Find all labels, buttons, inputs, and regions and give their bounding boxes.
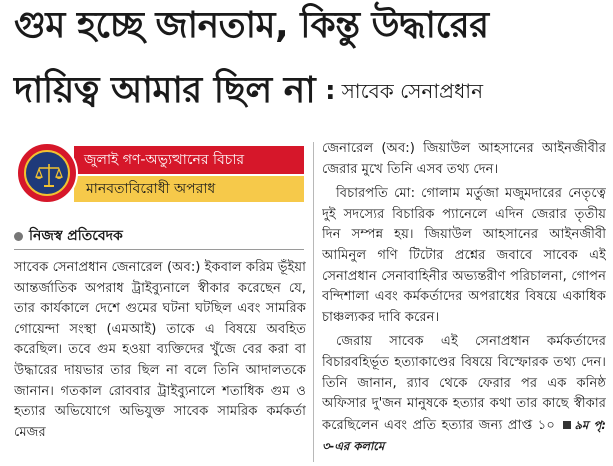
headline-line-2: দায়িত্ব আমার ছিল না bbox=[14, 70, 316, 111]
article-paragraph: সাবেক সেনাপ্রধান জেনারেল (অব:) ইকবাল করিম ভূঁইয়া আন্তর্জাতিক অপরাধ ট্রাইব্যুনালে স্বীকার করেছেন যে, তার কার্যকালে দেশে গুমের ঘটনা ঘটছিল এবং সামরিক গোয়েন্দা সংস্থা (এমআই) তাকে এ বিষয়ে অবহিত করেছিল। তবে গুম হওয়া ব্যক্তিদের খুঁজে বের করা বা উদ্ধারের দায়ভার তার ছিল না বলে তিনি আদালতকে জানান। গতকাল রোববার ট্রাইব্যুনালে শতাধিক গুম ও হত্যার অভিযোগে অভিযুক্ত সাবেক সামরিক কর্মকর্তা মেজর bbox=[14, 260, 306, 440]
byline-divider bbox=[14, 249, 304, 250]
reporter-name: নিজস্ব প্রতিবেদক bbox=[29, 228, 123, 244]
article-paragraph: বিচারপতি মো: গোলাম মর্তুজা মজুমদারের নেতৃত্বে দুই সদস্যের বিচারিক প্যানেলে এদিন জেরার তৃতীয় দিন সম্পন্ন হয়। জিয়াউল আহসানের আইনজীবী আমিনুল গণি টিটোর প্রশ্নের জবাবে সাবেক এই সেনাপ্রধান সেনাবাহিনীর অভ্যন্তরীণ পরিচালনা, গোপন বন্দিশালা এবং কর্মকর্তাদের অপরাধের বিষয়ে একাধিক চাঞ্চল্যকর দাবি করেন। bbox=[322, 186, 606, 325]
bullet-icon bbox=[14, 232, 23, 241]
headline-attribution: সাবেক সেনাপ্রধান bbox=[341, 79, 484, 103]
article-column-right bbox=[322, 139, 606, 466]
scales-icon bbox=[32, 158, 66, 192]
continue-marker-icon bbox=[563, 421, 571, 429]
article-paragraph: জেনারেল (অব:) জিয়াউল আহসানের আইনজীবীর জেরার মুখে তিনি এসব তথ্য দেন। bbox=[322, 141, 606, 177]
headline-separator: : bbox=[325, 76, 336, 106]
banner-subtitle: মানবতাবিরোধী অপরাধ bbox=[74, 176, 304, 202]
headline-line-1: গুম হচ্ছে জানতাম, কিন্তু উদ্ধারের bbox=[14, 5, 489, 46]
article-paragraph bbox=[322, 332, 606, 458]
reporter-byline bbox=[14, 224, 123, 248]
scales-of-justice-seal-icon bbox=[16, 142, 78, 204]
continued-on-page: ৯ম পৃ: ৩-এর কলামে bbox=[322, 417, 606, 454]
article-column-left bbox=[14, 258, 306, 466]
article-paragraph-text: জেরায় সাবেক এই সেনাপ্রধান কর্মকর্তাদের বিচারবহির্ভূত হত্যাকাণ্ডের বিষয়ে বিস্ফোরক তথ্য দেন। তিনি জানান, র‍্যাব থেকে ফেরার পর এক কনিষ্ঠ অফিসার দু'জন মানুষকে হত্যার কথা তার কাছে স্বীকার করেছিলেন এবং প্রতি হত্যার জন্য প্রাপ্ত ১০ bbox=[322, 334, 606, 433]
banner-title: জুলাই গণ-অভ্যুত্থানের বিচার bbox=[74, 146, 304, 174]
column-divider bbox=[313, 142, 314, 462]
headline-line-2-row bbox=[14, 66, 608, 122]
section-banner bbox=[14, 140, 304, 206]
